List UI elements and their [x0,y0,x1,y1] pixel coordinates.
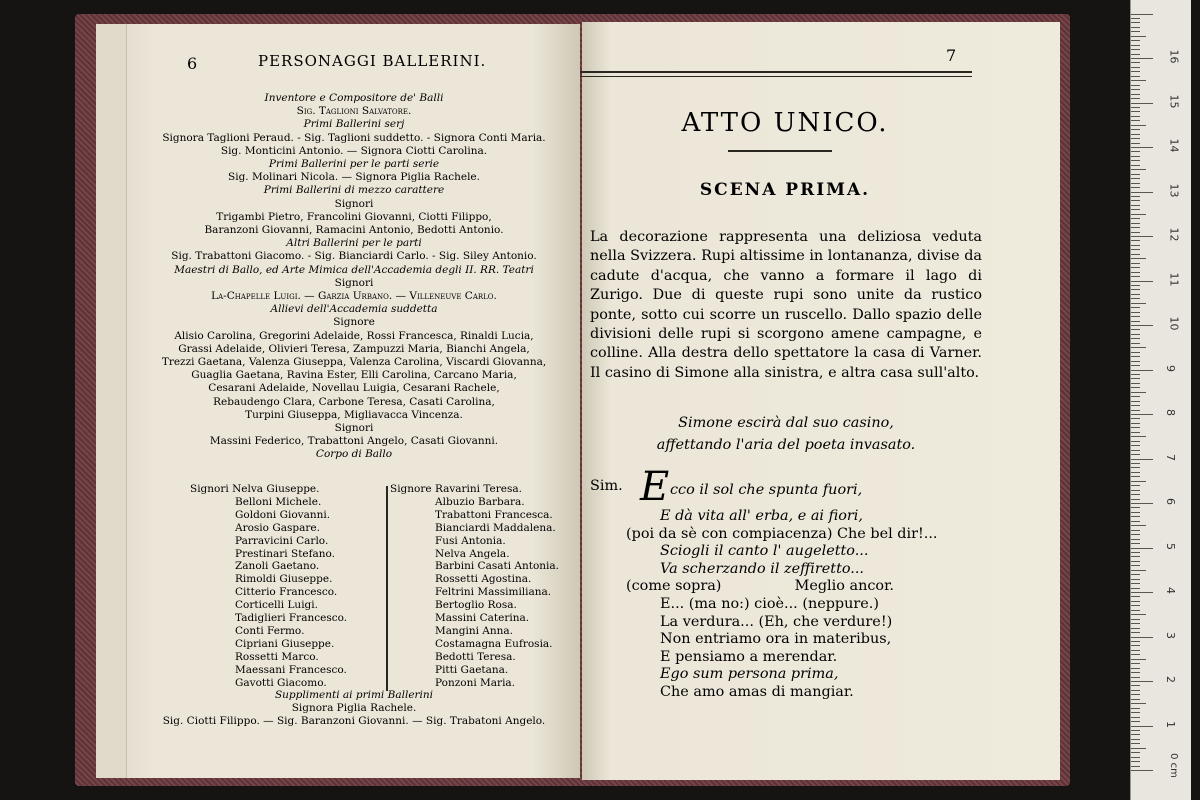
ruler-tick [1131,472,1140,473]
ruler-tick [1131,98,1140,99]
ruler-tick [1131,645,1140,646]
verse-line: Ego sum persona prima, [660,666,839,683]
ruler-tick [1131,49,1140,50]
ruler-tick [1131,200,1140,201]
ruler-tick [1131,27,1140,28]
ruler-tick [1131,467,1140,468]
ruler-tick [1131,441,1140,442]
ruler-tick [1131,107,1140,108]
dancer-name: Cipriani Giuseppe. [235,637,335,650]
ruler-tick [1131,712,1140,713]
verse-line: E dà vita all' erba, e ai fiori, [660,508,863,524]
ruler-tick [1131,543,1140,544]
ruler-tick [1131,156,1140,157]
ruler-tick [1131,138,1140,139]
ruler-tick [1131,761,1140,762]
ruler-tick [1131,249,1140,250]
ruler-tick [1131,67,1140,68]
ruler-tick [1131,494,1140,495]
dancer-name: Barbini Casati Antonia. [435,560,559,573]
ruler-number: 15 [1167,94,1181,108]
ruler-tick [1131,659,1146,660]
dancer-name: Ponzoni Maria. [435,676,516,689]
ruler-number: 4 [1164,587,1177,594]
verse-line: Che amo amas di mangiar. [660,683,854,700]
measurement-ruler [1130,0,1191,800]
ruler-tick [1131,267,1140,268]
verse-line: (poi da sè con compiacenza) Che bel dir!... [626,525,938,542]
ruler-tick [1131,205,1140,206]
ruler-unit-label: 0 cm [1167,753,1179,778]
ruler-tick [1131,54,1140,55]
dancer-name: Trabattoni Francesca. [435,508,553,521]
ruler-tick [1131,223,1140,224]
dancer-name-text: Nelva Giuseppe. [232,483,320,495]
dancer-name: Parravicini Carlo. [235,534,329,547]
ruler-tick [1131,516,1140,517]
dancer-name: Mangini Anna. [435,624,514,637]
ruler-tick [1131,281,1153,282]
ruler-tick [1131,699,1140,700]
ruler-tick [1131,717,1140,718]
ruler-tick [1131,40,1140,41]
ruler-number: 3 [1164,631,1177,639]
ruler-tick [1131,637,1153,638]
header-rule-thick [580,71,972,73]
ruler-tick [1131,85,1140,86]
ruler-tick [1131,111,1140,112]
ruler-tick [1131,192,1153,193]
ruler-tick [1131,303,1146,304]
ruler-tick [1131,619,1140,620]
ruler-number: 1 [1164,720,1177,728]
ruler-number: 7 [1164,453,1177,461]
cast-line: Sig. Trabattoni Giacomo. - Sig. Bianciardi Carlo. - Sig. Siley Antonio. [171,250,537,263]
ruler-tick [1131,481,1146,482]
verse-line: Sciogli il canto l' augeletto... [660,543,869,560]
cast-line: Signore [333,316,375,329]
ruler-tick [1131,507,1140,508]
ruler-tick [1131,160,1140,161]
ruler-tick [1131,62,1140,63]
verse-line: E... (ma no:) cioè... (neppure.) [660,595,880,612]
ruler-tick [1131,561,1140,562]
page-header: PERSONAGGI BALLERINI. [258,52,487,70]
cast-line: Primi Ballerini serj [303,118,405,131]
ruler-tick [1131,134,1140,135]
cast-line: Sig. Taglioni Salvatore. [296,105,412,118]
ruler-tick [1131,218,1140,219]
ruler-tick [1131,601,1140,602]
corpo-di-ballo [190,483,580,693]
dancer-name: Costamagna Eufrosia. [435,637,553,650]
cast-line: Massini Federico, Trabattoni Angelo, Casati Giovanni. [209,435,499,448]
ruler-tick [1131,556,1140,557]
cast-line: Baranzoni Giovanni, Ramacini Antonio, Bedotti Antonio. [204,224,504,237]
cast-line: Alisio Carolina, Gregorini Adelaide, Rossi Francesca, Rinaldi Lucia, [174,329,534,342]
ruler-tick [1131,120,1140,121]
cast-line: Cesarani Adelaide, Novellau Luigia, Cesarani Rachele, [208,382,500,395]
page-number-left: 6 [187,54,198,73]
dancer-name: Bianciardi Maddalena. [435,521,556,534]
ruler-tick [1131,289,1140,290]
ruler-tick [1131,485,1140,486]
cast-line: Rebaudengo Clara, Carbone Teresa, Casati Carolina, [213,395,495,408]
ruler-tick [1131,116,1140,117]
ruler-tick [1131,623,1140,624]
dancer-name: Bertoglio Rosa. [435,599,517,612]
ruler-tick [1131,22,1140,23]
ruler-tick [1131,76,1140,77]
ruler-tick [1131,352,1140,353]
ruler-tick [1131,752,1140,753]
cast-line: Maestri di Ballo, ed Arte Mimica dell'Accademia degli II. RR. Teatri [174,263,534,276]
cast-line: La-Chapelle Luigi. — Garzia Urbano. — Villeneuve Carlo. [211,290,497,303]
ruler-tick [1131,770,1153,771]
ruler-tick [1131,209,1140,210]
ruler-tick [1131,650,1140,651]
ruler-tick [1131,285,1140,286]
dancer-name: Tadiglieri Francesco. [235,612,348,625]
dancer-name: Nelva Angela. [435,547,510,560]
ruler-tick [1131,534,1140,535]
cast-line: Trigambi Pietro, Francolini Giovanni, Ciotti Filippo, [216,210,492,223]
ruler-tick [1131,316,1140,317]
scene-title: SCENA PRIMA. [699,180,871,200]
ruler-tick [1131,103,1153,104]
ruler-tick [1131,169,1146,170]
ruler-tick [1131,414,1153,415]
ruler-tick [1131,94,1140,95]
stage-direction [590,412,982,456]
ruler-tick [1131,240,1140,241]
ruler-tick [1131,338,1140,339]
ruler-tick [1131,147,1153,148]
ruler-tick [1131,31,1140,32]
ruler-tick [1131,668,1140,669]
ruler-tick [1131,530,1140,531]
cast-line: Signori [334,422,374,435]
dancer-name: Rossetti Agostina. [435,573,532,586]
verse-line: Non entriamo ora in materibus, [660,631,892,648]
ruler-number: 9 [1164,364,1177,372]
ruler-tick [1131,174,1140,175]
ruler-tick [1131,632,1140,633]
cast-line: Altri Ballerini per le parti [286,237,422,250]
corpo-column-men [190,483,390,690]
dancer-name: Arosio Gaspare. [235,521,320,534]
dancer-name: Citterio Francesco. [235,586,338,599]
ruler-tick [1131,641,1140,642]
dancer-name: Pitti Gaetana. [435,663,509,676]
ruler-tick [1131,436,1146,437]
supplementi-line-2: Sig. Ciotti Filippo. — Sig. Baranzoni Giovanni. — Sig. Trabatoni Angelo. [162,715,546,728]
ruler-tick [1131,236,1153,237]
ruler-tick [1131,739,1140,740]
ruler-tick [1131,89,1140,90]
dancer-name: Goldoni Giovanni. [235,508,331,521]
stage-direction-line-1: Simone escirà dal suo casino, [678,415,894,431]
ruler-number: 12 [1167,227,1181,242]
ruler-tick [1131,196,1140,197]
ruler-tick [1131,151,1140,152]
ruler-tick [1131,525,1146,526]
ruler-tick [1131,552,1140,553]
ruler-number: 11 [1167,272,1181,286]
cast-line: Primi Ballerini per le parti serie [268,158,440,171]
verse-line: Va scherzando il zeffiretto... [660,560,864,577]
ruler-tick [1131,312,1140,313]
ruler-tick [1131,143,1140,144]
ruler-number: 13 [1167,183,1181,197]
ruler-tick [1131,14,1153,15]
cast-line: Inventore e Compositore de' Balli [264,92,444,104]
ruler-tick [1131,343,1140,344]
dancer-name [190,483,390,496]
corpo-prefix: Signori [190,483,229,495]
ruler-tick [1131,734,1140,735]
cast-line: Turpini Giuseppa, Migliavacca Vincenza. [245,408,463,421]
dancer-name: Feltrini Massimiliana. [435,586,552,599]
dancer-name: Fusi Antonia. [435,534,506,547]
ruler-tick [1131,748,1146,749]
ruler-tick [1131,325,1153,326]
ruler-tick [1131,614,1146,615]
ruler-tick [1131,445,1140,446]
ruler-tick [1131,356,1140,357]
dancer-name: Gavotti Giacomo. [235,676,327,689]
ruler-tick [1131,726,1153,727]
cast-line: Corpo di Ballo [315,448,393,461]
ruler-tick [1131,45,1140,46]
dancer-name: Belloni Michele. [235,495,322,508]
ruler-tick [1131,450,1140,451]
ruler-tick [1131,329,1140,330]
ruler-number: 6 [1164,498,1177,505]
ruler-number: 16 [1167,49,1181,64]
ruler-tick [1131,321,1140,322]
ruler-tick [1131,565,1140,566]
ruler-number: 14 [1167,138,1181,153]
dancer-name: Rossetti Marco. [235,650,319,663]
ruler-tick [1131,410,1140,411]
ruler-tick [1131,681,1153,682]
ruler-tick [1131,490,1140,491]
ruler-tick [1131,605,1140,606]
cast-line: Signori [334,276,374,289]
ruler-tick [1131,374,1140,375]
ruler-tick [1131,254,1140,255]
verse-line: La verdura... (Eh, che verdure!) [660,613,893,630]
ruler-tick [1131,298,1140,299]
ruler-tick [1131,383,1140,384]
drop-cap: E [640,464,670,510]
ruler-tick [1131,401,1140,402]
dancer-name: Corticelli Luigi. [235,599,318,612]
cast-line: Sig. Molinari Nicola. — Signora Piglia Rachele. [228,171,480,184]
ruler-tick [1131,125,1146,126]
ruler-tick [1131,512,1140,513]
ruler-tick [1131,730,1140,731]
ruler-tick [1131,766,1140,767]
ruler-tick [1131,459,1153,460]
dancer-name: Maessani Francesco. [235,663,347,676]
ruler-tick [1131,387,1140,388]
ruler-tick [1131,499,1140,500]
column-divider [386,486,388,691]
ruler-tick [1131,396,1140,397]
stage-direction-line-2: affettando l'aria del poeta invasato. [656,437,916,453]
act-title: ATTO UNICO. [681,108,889,138]
ruler-tick [1131,129,1140,130]
verse-first-text: cco il sol che spunta fuori, [670,482,863,498]
ruler-tick [1131,187,1140,188]
ruler-tick [1131,757,1140,758]
dancer-name: Prestinari Stefano. [235,547,336,560]
dancer-name [390,483,580,496]
ruler-tick [1131,463,1140,464]
ruler-tick [1131,18,1140,19]
corpo-column-women [390,483,580,690]
ruler-tick [1131,743,1140,744]
ruler-tick [1131,596,1140,597]
verse-line: (come sopra) Meglio ancor. [626,578,894,595]
ruler-tick [1131,258,1146,259]
ruler-tick [1131,263,1140,264]
cast-line: Allievi dell'Accademia suddetta [270,303,438,316]
ruler-number: 2 [1164,676,1177,683]
cast-line: Guaglia Gaetana, Ravina Ester, Elli Carolina, Carcano Maria, [191,369,517,382]
verse-line-first [590,464,982,510]
ruler-tick [1131,245,1140,246]
ruler-tick [1131,423,1140,424]
title-rule [728,150,832,152]
ruler-tick [1131,432,1140,433]
ruler-tick [1131,36,1146,37]
ruler-tick [1131,294,1140,295]
ruler-tick [1131,703,1146,704]
ruler-tick [1131,232,1140,233]
dancer-name: Conti Fermo. [235,624,305,637]
ruler-tick [1131,521,1140,522]
corpo-prefix: Signore [390,483,432,495]
scene-description: La decorazione rappresenta una deliziosa veduta nella Svizzera. Rupi altissime in lontananza, divise da cadute d'acqua, che vanno a formare il lago di Zurigo. Due di queste rupi sono unite da rustico ponte, sotto cui scorre un ruscello. Dallo spazio delle divisioni delle rupi si scorgono amene campagne, e colline. Alla destra dello spettatore la casa di Varner. Il casino di Simone alla sinistra, e altra casa sull'alto. [590,229,982,381]
verse-block [590,464,982,702]
ruler-tick [1131,588,1140,589]
ruler-tick [1131,579,1140,580]
cast-list [128,92,580,462]
ruler-tick [1131,378,1140,379]
ruler-tick [1131,334,1140,335]
ruler-tick [1131,370,1153,371]
ruler-tick [1131,405,1140,406]
speaker-label: Sim. [590,478,623,494]
dancer-name: Massini Caterina. [435,612,530,625]
ruler-tick [1131,583,1140,584]
ruler-number: 5 [1164,542,1177,550]
ruler-tick [1131,690,1140,691]
flyleaf-edge [96,24,127,778]
cast-line: Signora Taglioni Peraud. - Sig. Taglioni suddetto. - Signora Conti Maria. [162,131,546,144]
ruler-tick [1131,610,1140,611]
dancer-name: Bedotti Teresa. [435,650,516,663]
ruler-tick [1131,71,1140,72]
ruler-tick [1131,476,1140,477]
cast-line: Primi Ballerini di mezzo carattere [263,184,445,197]
ruler-tick [1131,58,1153,59]
ruler-tick [1131,672,1140,673]
ruler-tick [1131,721,1140,722]
cast-line: Grassi Adelaide, Olivieri Teresa, Zampuzzi Maria, Bianchi Angela, [178,342,530,355]
ruler-tick [1131,570,1146,571]
dancer-name: Zanoli Gaetano. [235,560,320,573]
supplementi-title: Supplimenti ai primi Ballerini [274,689,434,701]
ruler-tick [1131,165,1140,166]
ruler-tick [1131,548,1153,549]
ruler-tick [1131,708,1140,709]
ruler-tick [1131,677,1140,678]
ruler-number: 8 [1164,409,1177,416]
ruler-tick [1131,574,1140,575]
ruler-tick [1131,628,1140,629]
supplementi-line-1: Signora Piglia Rachele. [291,702,417,715]
ruler-tick [1131,272,1140,273]
ruler-tick [1131,365,1140,366]
ruler-tick [1131,80,1146,81]
dancer-name: Albuzio Barbara. [435,495,525,508]
ruler-tick [1131,227,1140,228]
ruler-tick [1131,361,1140,362]
cast-line: Signori [334,197,374,210]
ruler-tick [1131,654,1140,655]
ruler-tick [1131,276,1140,277]
ruler-tick [1131,663,1140,664]
ruler-number: 10 [1167,316,1181,331]
dancer-name-text: Ravarini Teresa. [434,483,522,495]
ruler-tick [1131,347,1146,348]
ruler-tick [1131,592,1153,593]
ruler-tick [1131,454,1140,455]
ruler-tick [1131,183,1140,184]
ruler-tick [1131,392,1146,393]
supplementi-block [128,689,580,729]
verse-line: E pensiamo a merendar. [660,648,838,665]
ruler-tick [1131,307,1140,308]
ruler-tick [1131,418,1140,419]
ruler-tick [1131,539,1140,540]
dancer-name: Rimoldi Giuseppe. [235,573,333,586]
ruler-tick [1131,427,1140,428]
ruler-tick [1131,503,1153,504]
cast-line: Sig. Monticini Antonio. — Signora Ciotti Carolina. [220,144,488,157]
page-number-right: 7 [946,46,957,65]
ruler-tick [1131,178,1140,179]
ruler-tick [1131,694,1140,695]
header-rule-thin [580,76,972,77]
cast-line: Trezzi Gaetana, Valenza Giuseppa, Valenza Carolina, Viscardi Giovanna, [161,356,547,369]
ruler-tick [1131,685,1140,686]
ruler-tick [1131,214,1146,215]
